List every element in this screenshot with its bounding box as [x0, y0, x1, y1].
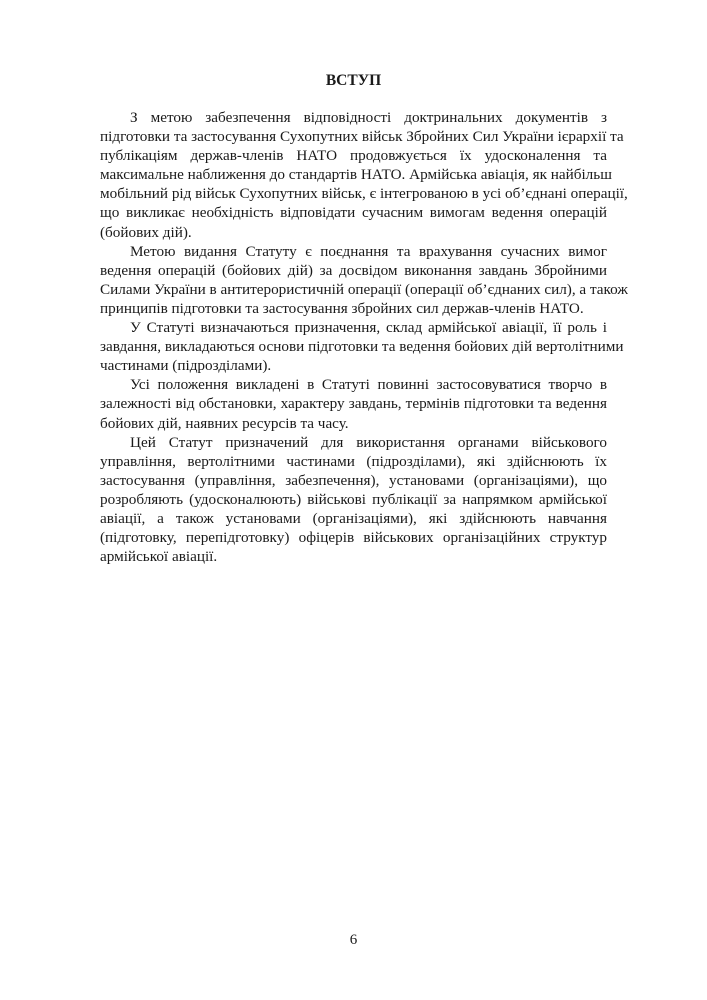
paragraph-line: управління, вертолітними частинами (підрозділами), які здійснюють їх — [100, 452, 607, 470]
paragraph-line: підготовки та застосування Сухопутних військ Збройних Сил України ієрархії та — [100, 128, 624, 146]
paragraph-line: завдання, викладаються основи підготовки та ведення бойових дій вертолітними — [100, 338, 624, 356]
paragraph-line: бойових дій, наявних ресурсів та часу. — [100, 414, 349, 432]
paragraph-line: застосування (управління, забезпечення), установами (організаціями), що — [100, 471, 607, 489]
paragraph-line: З метою забезпечення відповідності доктринальних документів з — [130, 109, 607, 126]
paragraph-line: Усі положення викладені в Статуті повинні застосовуватися творчо в — [130, 376, 607, 394]
paragraph-line: максимальне наближення до стандартів НАТО. Армійська авіація, як найбільш — [100, 166, 612, 184]
document-body — [100, 108, 628, 566]
paragraph-line: Силами України в антитерористичній операції (операції об’єднаних сил), а також — [100, 280, 628, 298]
paragraph-line: армійської авіації. — [100, 548, 218, 566]
section-title: ВСТУП — [325, 72, 382, 89]
paragraph-line: авіації, а також установами (організаціями), які здійснюють навчання — [100, 509, 607, 527]
paragraph-line: що викликає необхідність відповідати сучасним вимогам ведення операцій — [100, 204, 607, 222]
paragraph-line: залежності від обстановки, характеру завдань, термінів підготовки та ведення — [100, 395, 607, 413]
paragraph-line: Цей Статут призначений для використання органами військового — [130, 433, 607, 451]
paragraph-line: У Статуті визначаються призначення, склад армійської авіації, її роль і — [130, 319, 607, 337]
paragraph — [100, 108, 628, 242]
paragraph-line: (бойових дій). — [100, 223, 192, 241]
paragraph — [100, 318, 624, 375]
paragraph-line: Метою видання Статуту є поєднання та врахування сучасних вимог — [130, 242, 607, 260]
paragraph-line: (підготовку, перепідготовку) офіцерів військових організаційних структур — [100, 529, 607, 547]
paragraph — [100, 433, 607, 567]
page-number: 6 — [349, 932, 358, 948]
paragraph — [100, 375, 607, 432]
paragraph-line: публікаціям держав-членів НАТО продовжується їх удосконалення та — [100, 147, 607, 165]
paragraph-line: ведення операцій (бойових дій) за досвідом виконання завдань Збройними — [100, 261, 607, 279]
paragraph-line: розробляють (удосконалюють) військові публікації за напрямком армійської — [100, 490, 607, 508]
paragraph-line: принципів підготовки та застосування збройних сил держав-членів НАТО. — [100, 299, 584, 317]
paragraph-line: частинами (підрозділами). — [100, 357, 272, 375]
paragraph — [100, 242, 628, 318]
paragraph-line: мобільний рід військ Сухопутних військ, є інтегрованою в усі об’єднані операції, — [100, 185, 628, 203]
